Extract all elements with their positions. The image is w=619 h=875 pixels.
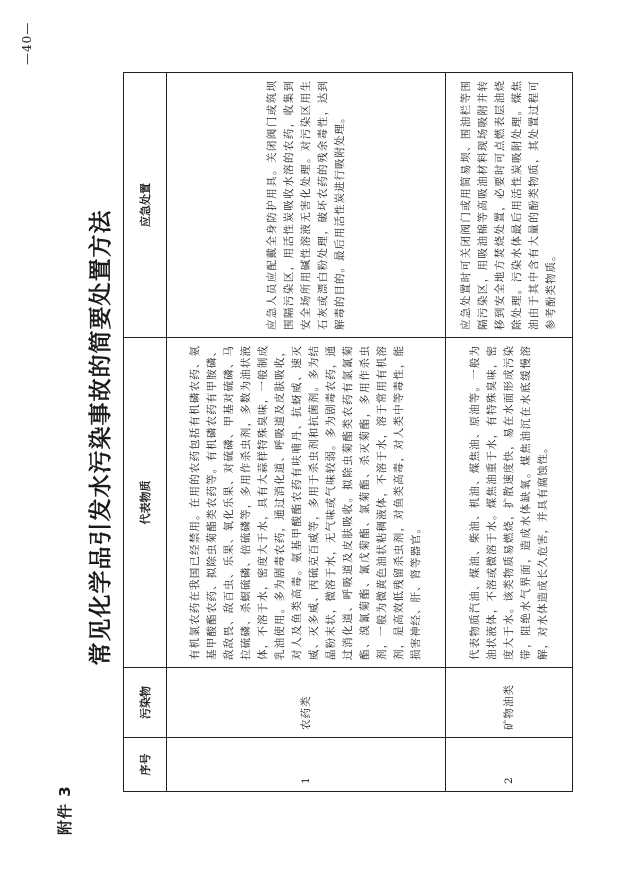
row-number: 1 <box>167 738 446 792</box>
emergency-disposal: 应急人员应配戴全身防护用具。关闭阀门或筑坝围隔污染区，用活性炭吸收水溶的农药，收集到安全场所用碱性溶液无害化处理。对污染区用生石灰或漂白粉处理，破坏农药的残余毒性，达到解毒的目的。最后用活性炭进行吸附处理。 <box>167 73 446 338</box>
pollutant-type: 农药类 <box>167 668 446 738</box>
header-disposal: 应急处置 <box>124 73 167 338</box>
header-no: 序号 <box>124 738 167 792</box>
representative-substances: 代表物质汽油、煤油、柴油、机油、煤焦油、原油等。一般为油状液体，不溶或微溶于水。煤焦油重于水，有特殊臭味，密度大于水。该类物质易燃烧，扩散速度快，易在水面形成污染带，阻绝水气界面，造成水体缺氧。煤焦油沉在水底缓慢溶解，对水体造成长久危害，并具有腐蚀性。 <box>446 338 573 668</box>
table-row <box>167 73 446 792</box>
table-row <box>446 73 573 792</box>
representative-substances: 有机氯农药在我国已经禁用。在用的农药包括有机磷农药、氨基甲酸酯农药、拟除虫菊酯类农药等。有机磷农药有甲胺磷、敌敌畏、敌百虫、乐果、氧化乐果、对硫磷、甲基对硫磷、马拉硫磷、杀螟硫磷、倍硫磷等，多用作杀虫剂，多数为油状液体，不溶于水，密度大于水，具有大蒜样特殊臭味，一般制成乳油使用。多为剧毒农药，通过消化道、呼吸道及皮肤吸收，对人及鱼类高毒。氨基甲酸酯农药有呋喃丹、抗蚜威、速灭威、灭多威、丙硫克百威等，多用于杀虫剂和抗菌剂。多为结晶粉末状，微溶于水，无气味或气味较弱。多为剧毒农药，通过消化道、呼吸道及皮肤吸收。拟除虫菊酯类农药有氯氰菊酯、溴氰菊酯、氰戊菊酯、氯菊酯、杀灭菊酯，多用作杀虫剂，一般为微黄色油状粘稠液体，不溶于水，溶于常用有机溶剂，是高效低残留杀虫剂，对鱼类高毒，对人类中等毒性，能损害神经、肝、肾等器官。 <box>167 338 446 668</box>
header-pollutant: 污染物 <box>124 668 167 738</box>
page-title: 常见化学品引发水污染事故的简要处置方法 <box>87 209 114 666</box>
row-number: 2 <box>446 738 573 792</box>
disposal-table <box>123 72 573 792</box>
annex-label: 附件 3 <box>56 785 74 835</box>
header-substances: 代表物质 <box>124 338 167 668</box>
pollutant-type: 矿物油类 <box>446 668 573 738</box>
emergency-disposal: 应急处置时可关闭阀门或用简易坝、围油栏等围隔污染区，用吸油棉等高吸油材料现场吸附并转移到安全地方焚烧处置，必要时可点燃表层油烧除处理。污染水体最后用活性炭吸附处理。煤焦油由于其中含有大量的酚类物质，其处置过程可参考酚类物质。 <box>446 73 573 338</box>
page-number: —40— <box>20 21 34 65</box>
table-header-row <box>124 73 167 792</box>
